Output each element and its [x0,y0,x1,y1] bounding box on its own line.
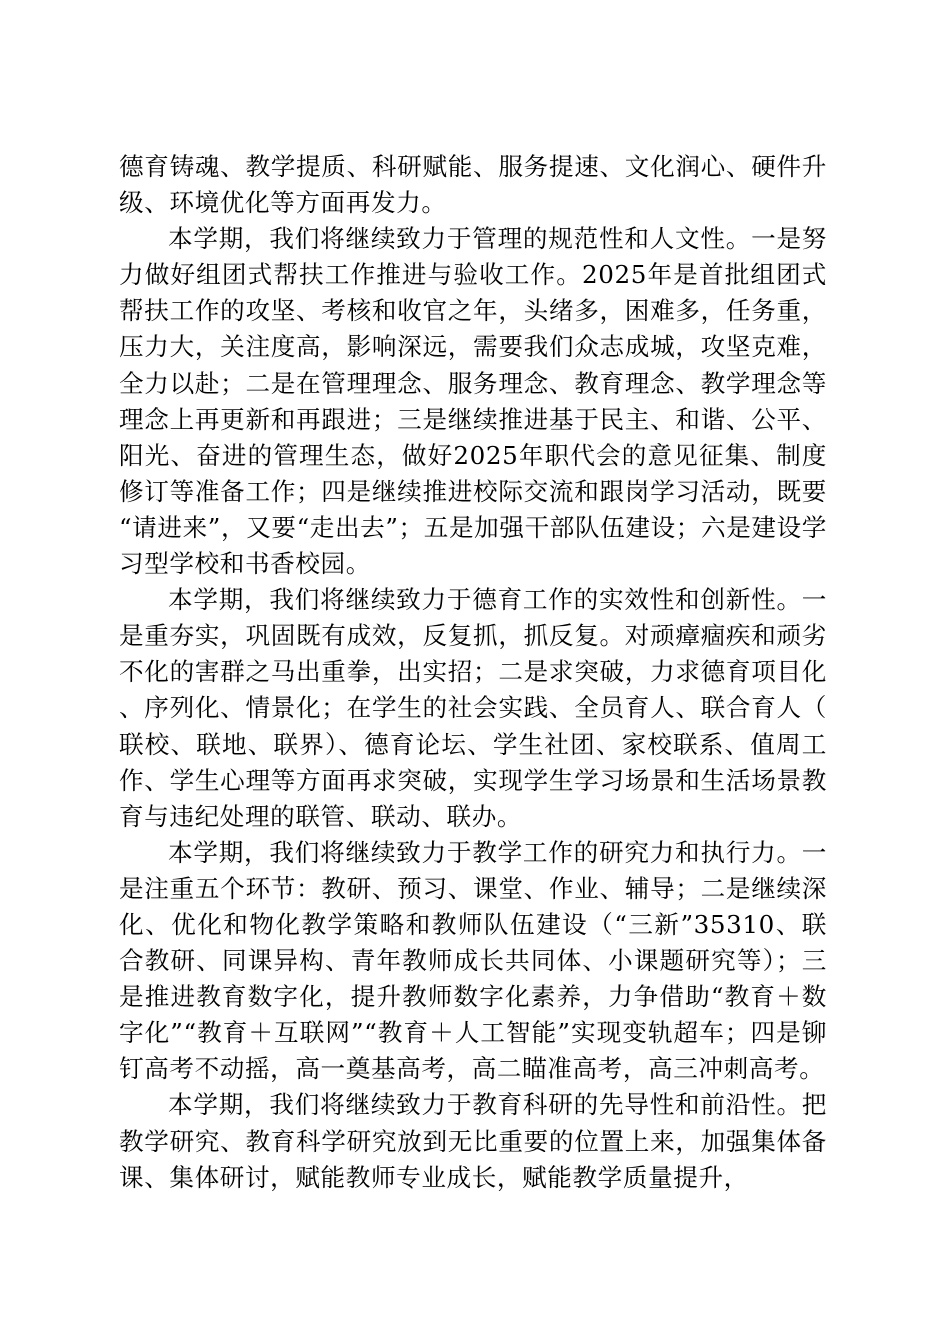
paragraph-moral-education: 本学期，我们将继续致力于德育工作的实效性和创新性。一是重夯实，巩固既有成效，反复抓，抓反复。对顽瘴痼疾和顽劣不化的害群之马出重拳，出实招；二是求突破，力求德育项目化、序列化、情景化；在学生的社会实践、全员育人、联合育人（联校、联地、联界）、德育论坛、学生社团、家校联系、值周工作、学生心理等方面再求突破，实现学生学习场景和生活场景教育与违纪处理的联管、联动、联办。 [119,585,827,831]
paragraph-management: 本学期，我们将继续致力于管理的规范性和人文性。一是努力做好组团式帮扶工作推进与验收工作。2025年是首批组团式帮扶工作的攻坚、考核和收官之年，头绪多，困难多，任务重，压力大，关注度高，影响深远，需要我们众志成城，攻坚克难，全力以赴；二是在管理理念、服务理念、教育理念、教学理念等理念上再更新和再跟进；三是继续推进基于民主、和谐、公平、阳光、奋进的管理生态，做好2025年职代会的意见征集、制度修订等准备工作；四是继续推进校际交流和跟岗学习活动，既要“请进来”，又要“走出去”；五是加强干部队伍建设；六是建设学习型学校和书香校园。 [119,224,827,579]
document-body [119,149,827,1196]
paragraph-research: 本学期，我们将继续致力于教育科研的先导性和前沿性。把教学研究、教育科学研究放到无比重要的位置上来，加强集体备课、集体研讨，赋能教师专业成长，赋能教学质量提升， [119,1090,827,1192]
paragraph-continuation: 德育铸魂、教学提质、科研赋能、服务提速、文化润心、硬件升级、环境优化等方面再发力。 [119,152,827,218]
paragraph-teaching: 本学期，我们将继续致力于教学工作的研究力和执行力。一是注重五个环节：教研、预习、课堂、作业、辅导；二是继续深化、优化和物化教学策略和教师队伍建设（“三新”35310、联合教研、同课异构、青年教师成长共同体、小课题研究等）；三是推进教育数字化，提升教师数字化素养，力争借助“教育＋数字化”“教育＋互联网”“教育＋人工智能”实现变轨超车；四是铆钉高考不动摇，高一奠基高考，高二瞄准高考，高三冲刺高考。 [119,837,827,1084]
